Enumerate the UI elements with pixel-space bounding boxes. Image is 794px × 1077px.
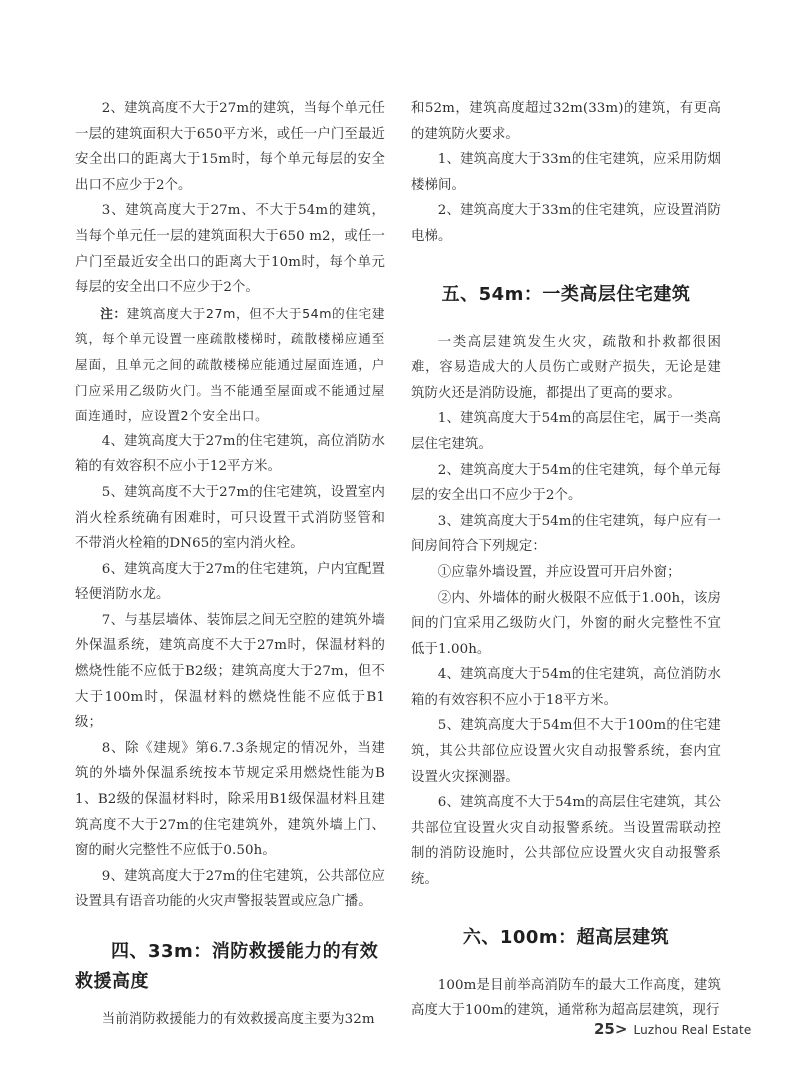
paragraph-item-8: 8、除《建规》第6.7.3条规定的情况外，当建筑的外墙外保温系统按本节规定采用燃烧性能为B1、B2级的保温材料时，除采用B1级保温材料且建筑高度不大于27m的住宅建筑外，建筑外墙上门、窗的耐火完整性不应低于0.50h。 [75, 740, 385, 859]
page-number: 25 [594, 1020, 615, 1038]
paragraph-item-5: 5、建筑高度不大于27m的住宅建筑，设置室内消火栓系统确有困难时，可只设置干式消防竖管和不带消火栓箱的DN65的室内消火栓。 [75, 484, 385, 552]
paragraph-item-5: 5、建筑高度大于54m但不大于100m的住宅建筑，其公共部位应设置火灾自动报警系统，套内宜设置火灾探测器。 [411, 718, 721, 785]
spacer [411, 949, 721, 973]
section-heading-5: 五、54m：一类高层住宅建筑 [441, 283, 691, 305]
publication-name: Luzhou Real Estate [633, 1023, 752, 1037]
section-heading-4: 四、33m：消防救援能力的有效救援高度 [75, 941, 379, 992]
spacer [411, 893, 721, 923]
paragraph-item-6: 6、建筑高度大于27m的住宅建筑，户内宜配置轻便消防水龙。 [75, 561, 385, 603]
spacer [411, 250, 721, 280]
list-item-circled-1: ①应靠外墙设置，并应设置可开启外窗； [437, 564, 681, 580]
paragraph-item-6: 6、建筑高度不大于54m的高层住宅建筑，其公共部位宜设置火灾自动报警系统。当设置需联动控制的消防设施时，公共部位应设置火灾自动报警系统。 [411, 795, 721, 888]
paragraph-item-9: 9、建筑高度大于27m的住宅建筑，公共部位应设置具有语音功能的火灾声警报装置或应急广播。 [75, 868, 385, 910]
paragraph-item-1: 1、建筑高度大于33m的住宅建筑，应采用防烟楼梯间。 [411, 152, 721, 193]
left-column [75, 96, 385, 1033]
paragraph-item-1: 1、建筑高度大于54m的高层住宅，属于一类高层住宅建筑。 [411, 411, 721, 452]
note-paragraph [75, 301, 385, 429]
list-item-circled-2: ②内、外墙体的耐火极限不应低于1.00h，该房间的门宜采用乙级防火门，外窗的耐火完整性不宜低于1.00h。 [411, 590, 721, 657]
paragraph-item-3: 3、建筑高度大于54m的住宅建筑，每户应有一间房间符合下列规定： [411, 513, 721, 555]
section-6-paragraph: 100m是目前举高消防车的最大工作高度，建筑高度大于100m的建筑，通常称为超高层建筑，现行 [411, 977, 721, 1019]
paragraph-item-4: 4、建筑高度大于27m的住宅建筑，高位消防水箱的有效容积不应小于12平方米。 [75, 433, 385, 475]
page-footer [594, 1020, 751, 1038]
continued-paragraph: 和52m，建筑高度超过32m(33m)的建筑，有更高的建筑防火要求。 [411, 101, 721, 142]
paragraph-item-2: 2、建筑高度大于33m的住宅建筑，应设置消防电梯。 [411, 203, 721, 244]
page-arrow-icon: > [614, 1020, 628, 1038]
paragraph-item-3: 3、建筑高度大于27m、不大于54m的建筑，当每个单元任一层的建筑面积大于650 m2，或任一户门至最近安全出口的距离大于10m时，每个单元每层的安全出口不应少于2个。 [75, 203, 385, 296]
note-label: 注： [100, 305, 127, 321]
spacer [75, 997, 385, 1007]
paragraph-item-7: 7、与基层墙体、装饰层之间无空腔的建筑外墙外保温系统，建筑高度不大于27m时，保温材料的燃烧性能不应低于B2级；建筑高度大于27m，但不大于100m时，保温材料的燃烧性能不应低于B1级； [75, 612, 385, 731]
spacer [75, 915, 385, 937]
spacer [411, 306, 721, 330]
paragraph-item-2: 2、建筑高度不大于27m的建筑，当每个单元任一层的建筑面积大于650平方米，或任一户门至最近安全出口的距离大于15m时，每个单元每层的安全出口不应少于2个。 [75, 101, 385, 193]
note-text: 建筑高度大于27m，但不大于54m的住宅建筑，每个单元设置一座疏散楼梯时，疏散楼梯应通至屋面，且单元之间的疏散楼梯应能通过屋面连通，户门应采用乙级防火门。当不能通至屋面或不能通过屋面连通时，应设置2个安全出口。 [75, 305, 386, 424]
right-column [411, 96, 721, 1024]
section-heading-6: 六、100m：超高层建筑 [462, 926, 670, 948]
paragraph-item-2: 2、建筑高度大于54m的住宅建筑，每个单元每层的安全出口不应少于2个。 [411, 462, 721, 504]
section-5-intro: 一类高层建筑发生火灾，疏散和扑救都很困难，容易造成大的人员伤亡或财产损失，无论是建筑防火还是消防设施，都提出了更高的要求。 [411, 334, 721, 401]
paragraph-item-4: 4、建筑高度大于54m的住宅建筑，高位消防水箱的有效容积不应小于18平方米。 [411, 667, 721, 708]
section-4-paragraph: 当前消防救援能力的有效救援高度主要为32m [101, 1012, 375, 1027]
